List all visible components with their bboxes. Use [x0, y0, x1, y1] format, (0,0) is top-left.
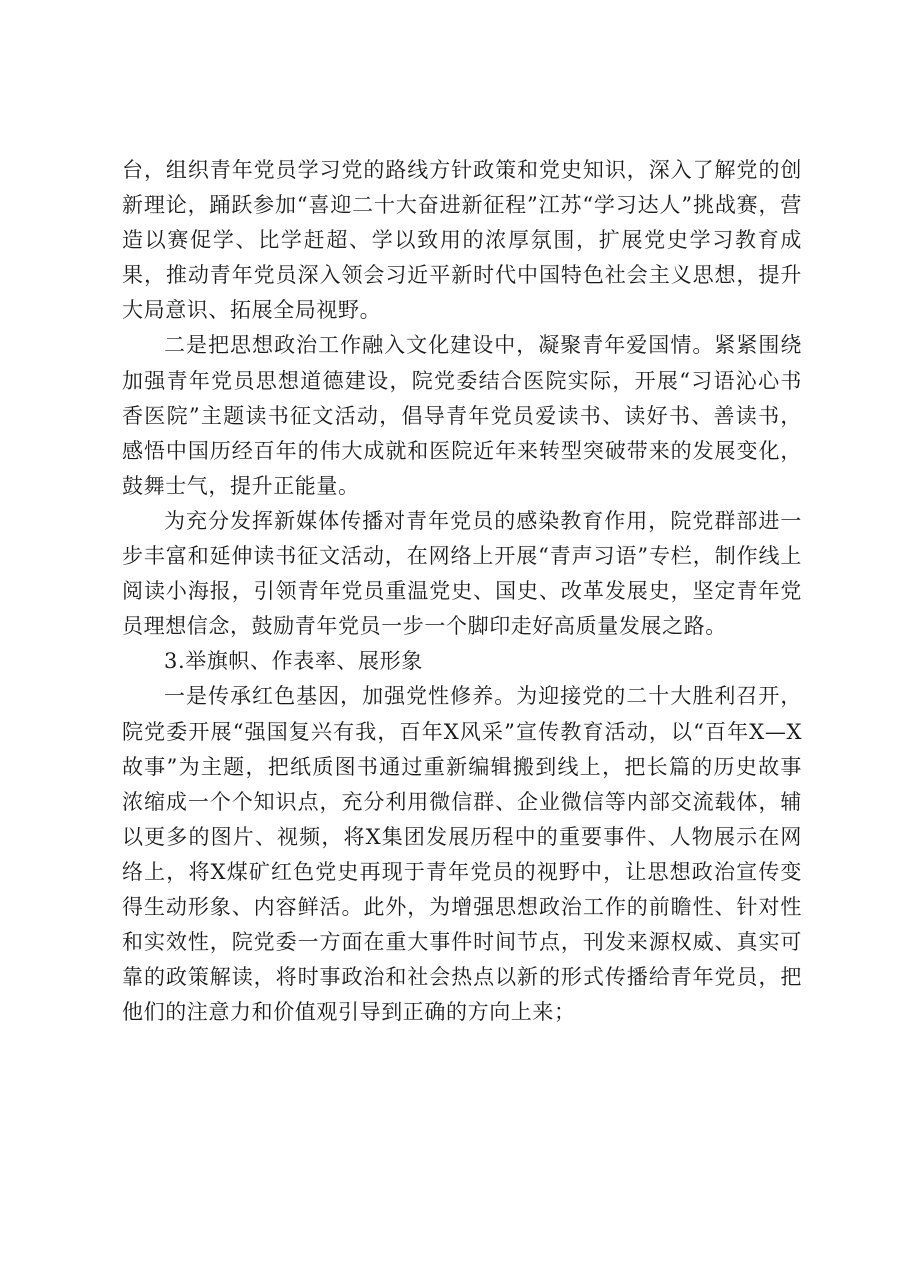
paragraph-new-media: 为充分发挥新媒体传播对青年党员的感染教育作用，院党群部进一步丰富和延伸读书征文活动，在网络上开展“青声习语”专栏，制作线上阅读小海报，引领青年党员重温党史、国史、改革发展史，坚定青年党员理想信念，鼓励青年党员一步一个脚印走好高质量发展之路。 — [122, 508, 802, 639]
paragraph-red-gene: 一是传承红色基因，加强党性修养。为迎接党的二十大胜利召开，院党委开展“强国复兴有我，百年X风采”宣传教育活动，以“百年X—X故事”为主题，把纸质图书通过重新编辑搬到线上，把长篇的历史故事浓缩成一个个知识点，充分利用微信群、企业微信等内部交流载体，辅以更多的图片、视频，将X集团发展历程中的重要事件、人物展示在网络上，将X煤矿红色党史再现于青年党员的视野中，让思想政治宣传变得生动形象、内容鲜活。此外，为增强思想政治工作的前瞻性、针对性和实效性，院党委一方面在重大事件时间节点，刊发来源权威、真实可靠的政策解读，将时事政治和社会热点以新的形式传播给青年党员，把他们的注意力和价值观引导到正确的方向上来； — [122, 684, 802, 1025]
paragraph-culture-building: 二是把思想政治工作融入文化建设中，凝聚青年爱国情。紧紧围绕加强青年党员思想道德建设，院党委结合医院实际，开展“习语沁心书香医院”主题读书征文活动，倡导青年党员爱读书、读好书、善读书，感悟中国历经百年的伟大成就和医院近年来转型突破带来的发展变化，鼓舞士气，提升正能量。 — [122, 333, 802, 498]
document-body — [122, 153, 802, 1030]
paragraph-continuation: 台，组织青年党员学习党的路线方针政策和党史知识，深入了解党的创新理论，踊跃参加“喜迎二十大奋进新征程”江苏“学习达人”挑战赛，营造以赛促学、比学赶超、学以致用的浓厚氛围，扩展党史学习教育成果，推动青年党员深入领会习近平新时代中国特色社会主义思想，提升大局意识、拓展全局视野。 — [122, 158, 802, 323]
section-heading: 3.举旗帜、作表率、展形象 — [164, 649, 423, 674]
